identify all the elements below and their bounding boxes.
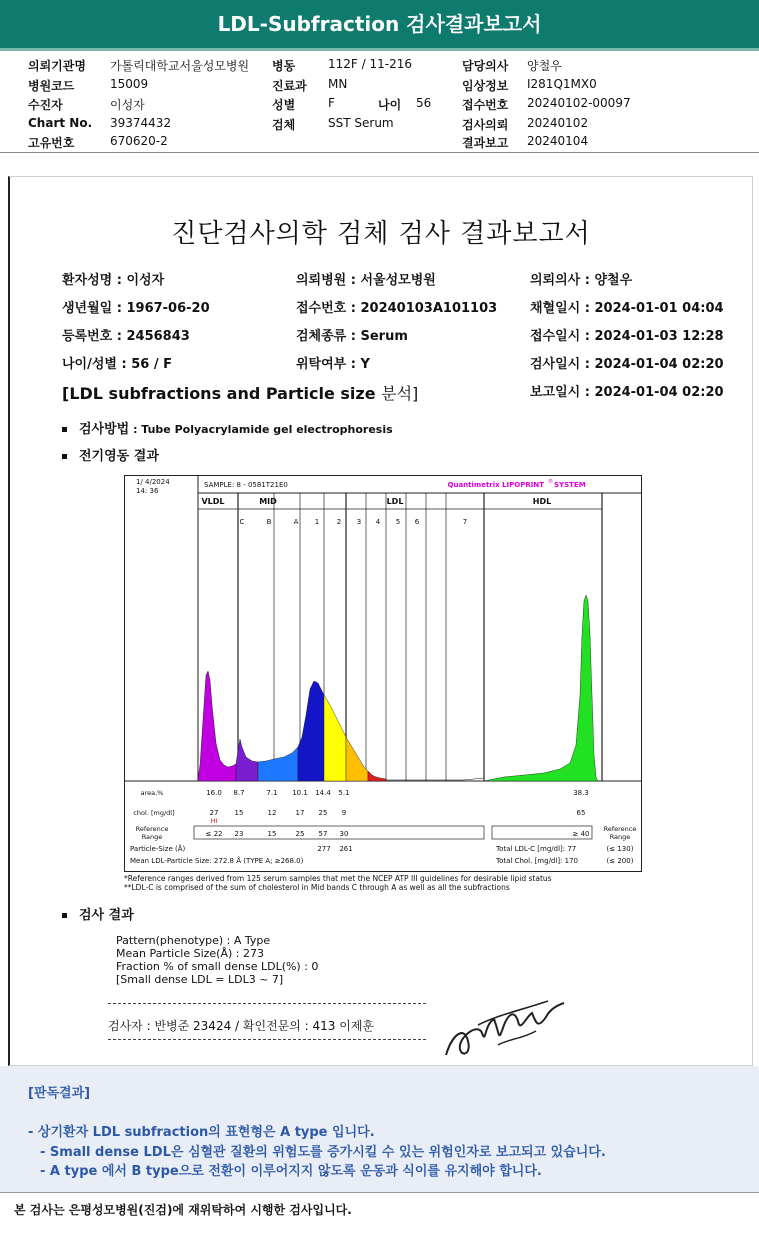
particle-label: Particle-Size (Å) (130, 845, 186, 853)
ref-value: ≤ 22 (205, 830, 223, 838)
info-value: 20240104 (527, 134, 589, 148)
info-label: 수진자 (28, 98, 63, 112)
info-label: 병동 (272, 59, 296, 73)
report-title: 진단검사의학 검체 검사 결과보고서 (171, 219, 591, 249)
info-value: I281Q1MX0 (527, 77, 597, 91)
collection-time: 채혈일시 : 2024-01-01 04:04 (530, 301, 724, 316)
particle-value-1: 277 (317, 845, 331, 853)
signature-line: 검사자 : 반병준 23424 / 확인전문의 : 413 이제훈 (108, 1019, 375, 1033)
age-sex: 나이/성별 : 56 / F (62, 357, 173, 372)
ref-value: 23 (234, 830, 244, 838)
test-time: 검사일시 : 2024-01-04 02:20 (530, 357, 724, 372)
info-label: 담당의사 (462, 59, 509, 73)
info-label: 병원코드 (28, 79, 75, 93)
chart-time: 14: 36 (136, 487, 159, 495)
total-chol-ref: (≤ 200) (606, 857, 634, 865)
info-label: 고유번호 (28, 136, 75, 150)
registration-number: 등록번호 : 2456843 (62, 329, 190, 344)
birth-date: 생년월일 : 1967-06-20 (62, 301, 210, 316)
total-chol: Total Chol. [mg/dl]: 170 (496, 857, 578, 865)
group-label-hdl: HDL (532, 497, 552, 506)
band-label: C (239, 518, 245, 526)
info-divider (0, 152, 759, 153)
group-label-mid: MID (259, 497, 277, 506)
chart-brand-suffix: SYSTEM (554, 481, 586, 489)
result-heading (62, 904, 134, 923)
info-value: 양철우 (527, 59, 562, 73)
info-value: 670620-2 (110, 134, 168, 148)
info-value: 39374432 (110, 116, 172, 130)
result-pattern: Pattern(phenotype) : A Type (116, 934, 271, 947)
lipoprint-chart (124, 475, 644, 895)
area-value: 10.1 (292, 789, 308, 797)
info-value: MN (328, 77, 348, 91)
info-value: SST Serum (328, 116, 394, 130)
analysis-section-title (62, 381, 418, 404)
received-time: 접수일시 : 2024-01-03 12:28 (530, 329, 724, 344)
info-label: 진료과 (272, 79, 307, 93)
bullet-icon (62, 427, 67, 432)
band-label: 7 (462, 518, 468, 526)
sign-divider-bottom (108, 1039, 426, 1040)
chol-value-hdl: 65 (576, 809, 586, 817)
report-time: 보고일시 : 2024-01-04 02:20 (530, 385, 724, 400)
info-label: 검체 (272, 118, 296, 132)
ref-value: 25 (295, 830, 305, 838)
info-label: Chart No. (28, 116, 93, 130)
band-label: 6 (414, 518, 420, 526)
result-sdldl: Fraction % of small dense LDL(%) : 0 (116, 960, 319, 973)
referring-doctor: 의뢰의사 : 양철우 (530, 273, 633, 288)
band-label: B (266, 518, 272, 526)
ref-value: 30 (339, 830, 349, 838)
mean-particle-size: Mean LDL-Particle Size: 272.8 Å (TYPE A; ≥268.0) (130, 857, 304, 865)
info-value: 112F / 11-216 (328, 57, 412, 71)
analysis-title-ko: 분석] (381, 384, 419, 403)
electrophoresis-label: 전기영동 결과 (79, 449, 159, 464)
particle-value-2: 261 (339, 845, 353, 853)
ref-value: 57 (318, 830, 328, 838)
analysis-title-en: [LDL subfractions and Particle size (62, 384, 382, 403)
chart-frame (125, 476, 642, 872)
footer-note: 본 검사는 은평성모병원(진검)에 재위탁하여 시행한 검사입니다. (14, 1203, 352, 1217)
method-label: 검사방법 (79, 422, 130, 437)
hi-flag: HI (210, 817, 218, 825)
sign-divider-top (108, 1003, 426, 1004)
ref-value-hdl: ≥ 40 (572, 830, 590, 838)
total-ldl: Total LDL-C [mg/dl]: 77 (496, 845, 577, 853)
area-label: area,% (140, 789, 164, 797)
group-label-vldl: VLDL (201, 497, 225, 506)
band-label: 2 (336, 518, 342, 526)
ref-label-right: Reference (603, 825, 637, 833)
info-label: 결과보고 (462, 136, 509, 150)
info-value: 20240102-00097 (527, 96, 631, 110)
chol-value: 25 (318, 809, 328, 817)
opinion-heading: [판독결과] (28, 1086, 91, 1101)
info-label: 접수번호 (462, 98, 509, 112)
outsourced-flag: 위탁여부 : Y (296, 357, 370, 372)
info-value: 이성자 (110, 98, 145, 112)
opinion-line-1: - 상기환자 LDL subfraction의 표현형은 A type 입니다. (28, 1125, 375, 1140)
info-value: 20240102 (527, 116, 589, 130)
band-label: 4 (375, 518, 381, 526)
chart-note-1: *Reference ranges derived from 125 serum samples that met the NCEP ATP III guidelines for desirable lipid status (124, 874, 552, 883)
chart-brand-mark: ® (548, 479, 553, 485)
opinion-line-3: - A type 에서 B type으로 전환이 이루어지지 않도록 운동과 식이를 유지해야 합니다. (40, 1164, 542, 1179)
area-value: 8.7 (233, 789, 245, 797)
chart-date: 1/ 4/2024 (136, 478, 170, 486)
info-label: 검사의뢰 (462, 118, 509, 132)
age-value: 56 (416, 96, 432, 110)
method-line (62, 418, 393, 437)
chol-value: 12 (267, 809, 277, 817)
area-value: 5.1 (338, 789, 350, 797)
area-value: 16.0 (206, 789, 222, 797)
band-label: 1 (314, 518, 320, 526)
chol-label: chol. [mg/dl] (133, 809, 175, 817)
area-value: 14.4 (315, 789, 331, 797)
bullet-icon (62, 454, 67, 459)
group-label-ldl: LDL (386, 497, 404, 506)
chol-value: 9 (341, 809, 347, 817)
specimen-type: 검체종류 : Serum (296, 329, 408, 344)
result-mean-size: Mean Particle Size(Å) : 273 (116, 947, 264, 960)
bullet-icon (62, 913, 67, 918)
info-label: 임상정보 (462, 79, 509, 93)
area-value-hdl: 38.3 (573, 789, 589, 797)
age-label: 나이 (378, 98, 402, 112)
chol-value: 15 (234, 809, 244, 817)
info-label: 성별 (272, 98, 296, 112)
signature-image (438, 995, 568, 1063)
chart-note-2: **LDL-C is comprised of the sum of cholesterol in Mid bands C through A as well as all the subfractions (124, 883, 510, 892)
info-value: 15009 (110, 77, 149, 91)
header-divider (0, 48, 759, 51)
band-label: 3 (356, 518, 362, 526)
chart-sample: SAMPLE: 8 - 0581T21E0 (204, 481, 288, 489)
info-value: 가톨릭대학교서울성모병원 (110, 59, 250, 73)
band-label: 5 (395, 518, 401, 526)
ref-label-2: Range (141, 833, 163, 841)
patient-name: 환자성명 : 이성자 (62, 273, 165, 288)
band-label: A (293, 518, 299, 526)
result-label: 검사 결과 (79, 908, 134, 923)
info-value: F (328, 96, 335, 110)
total-ldl-ref: (≤ 130) (606, 845, 634, 853)
ref-label: Reference (135, 825, 169, 833)
opinion-line-2: - Small dense LDL은 심혈관 질환의 위험도를 증가시킬 수 있는 위험인자로 보고되고 있습니다. (40, 1145, 606, 1160)
receipt-number: 접수번호 : 20240103A101103 (296, 301, 498, 316)
method-value: : Tube Polyacrylamide gel electrophoresis (129, 423, 393, 436)
electrophoresis-heading (62, 445, 159, 464)
referring-hospital: 의뢰병원 : 서울성모병원 (296, 273, 436, 288)
report-header-title: LDL-Subfraction 검사결과보고서 (0, 0, 759, 48)
chol-value: 17 (295, 809, 305, 817)
area-value: 7.1 (266, 789, 278, 797)
ref-value: 15 (267, 830, 277, 838)
footer-divider (0, 1192, 759, 1193)
ref-label-right-2: Range (609, 833, 631, 841)
lab-report-panel (8, 176, 753, 1066)
chart-brand: Quantimetrix LIPOPRINT (447, 481, 544, 489)
result-sdldl-def: [Small dense LDL = LDL3 ~ 7] (116, 973, 284, 986)
chol-value: 27 (209, 809, 219, 817)
info-label: 의뢰기관명 (28, 59, 86, 73)
